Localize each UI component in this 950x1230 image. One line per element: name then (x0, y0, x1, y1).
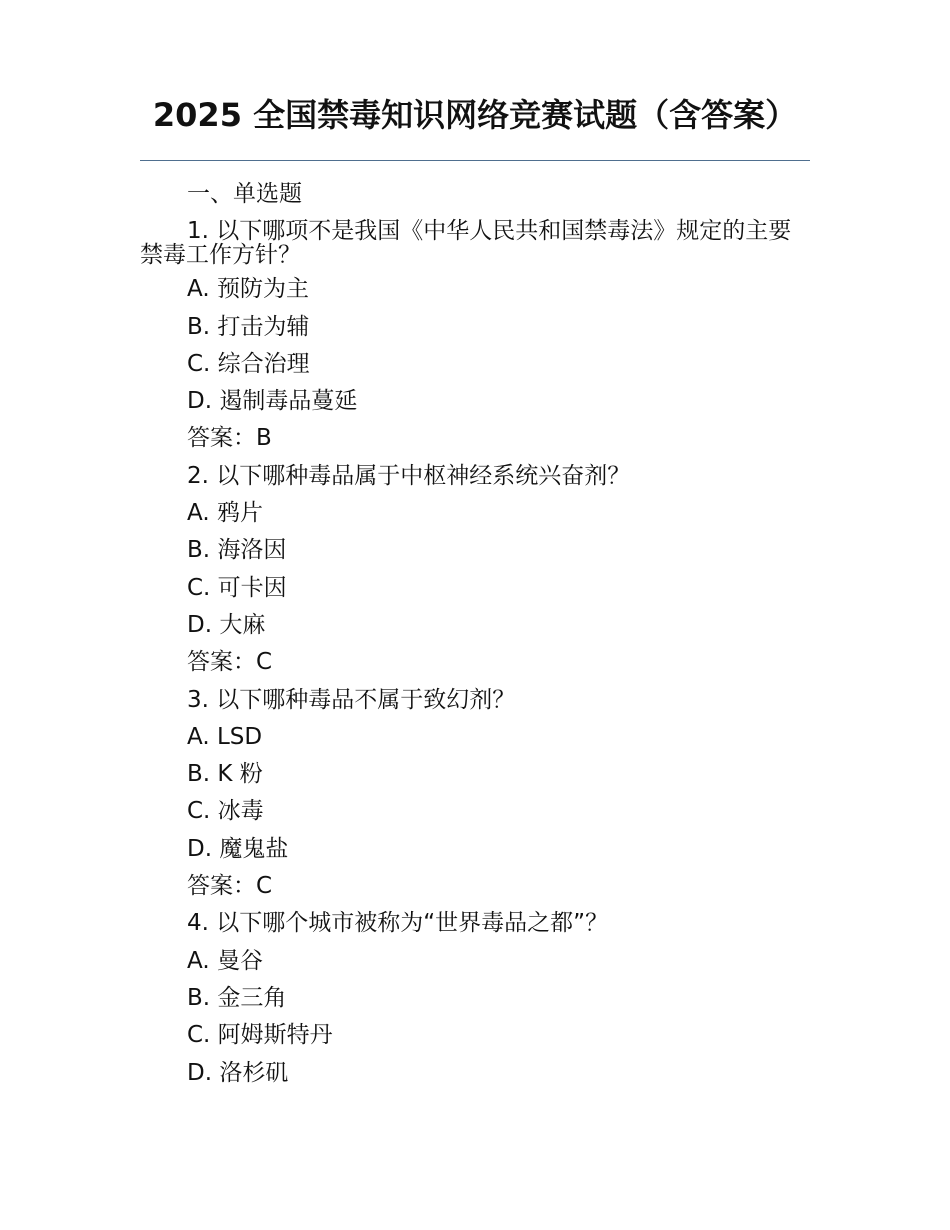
option-item: D. 大麻 (187, 611, 266, 638)
section-heading: 一、单选题 (187, 181, 302, 207)
question-text: 3. 以下哪种毒品不属于致幻剂？ (187, 686, 516, 713)
option-item: B. 打击为辅 (187, 313, 310, 340)
option-item: C. 可卡因 (187, 574, 287, 601)
question-block (140, 458, 812, 682)
option-item: A. 曼谷 (187, 947, 263, 974)
answer-line: 答案：B (187, 425, 272, 452)
option-item: D. 洛杉矶 (187, 1059, 289, 1086)
option-item: B. K 粉 (187, 761, 263, 788)
document-title: 2025 全国禁毒知识网络竞赛试题（含答案） (152, 96, 798, 134)
question-text: 2. 以下哪种毒品属于中枢神经系统兴奋剂？ (187, 462, 631, 489)
option-item: C. 冰毒 (187, 798, 264, 825)
option-item: B. 海洛因 (187, 537, 287, 564)
question-block (140, 213, 812, 457)
document-body (140, 176, 812, 1092)
title-underline (140, 160, 810, 161)
option-item: D. 遏制毒品蔓延 (187, 388, 358, 415)
option-item: A. 鸦片 (187, 500, 263, 527)
answer-line: 答案：C (187, 649, 273, 676)
answer-line: 答案：C (187, 873, 273, 900)
option-item: D. 魔鬼盐 (187, 835, 289, 862)
option-item: A. 预防为主 (187, 276, 309, 303)
question-block (140, 682, 812, 906)
option-item: C. 阿姆斯特丹 (187, 1022, 333, 1049)
question-text: 4. 以下哪个城市被称为“世界毒品之都”？ (187, 910, 609, 937)
question-text: 1. 以下哪项不是我国《中华人民共和国禁毒法》规定的主要禁毒工作方针？ (140, 218, 792, 269)
question-block (140, 905, 812, 1091)
option-item: C. 综合治理 (187, 350, 310, 377)
option-item: A. LSD (187, 723, 263, 750)
option-item: B. 金三角 (187, 984, 287, 1011)
